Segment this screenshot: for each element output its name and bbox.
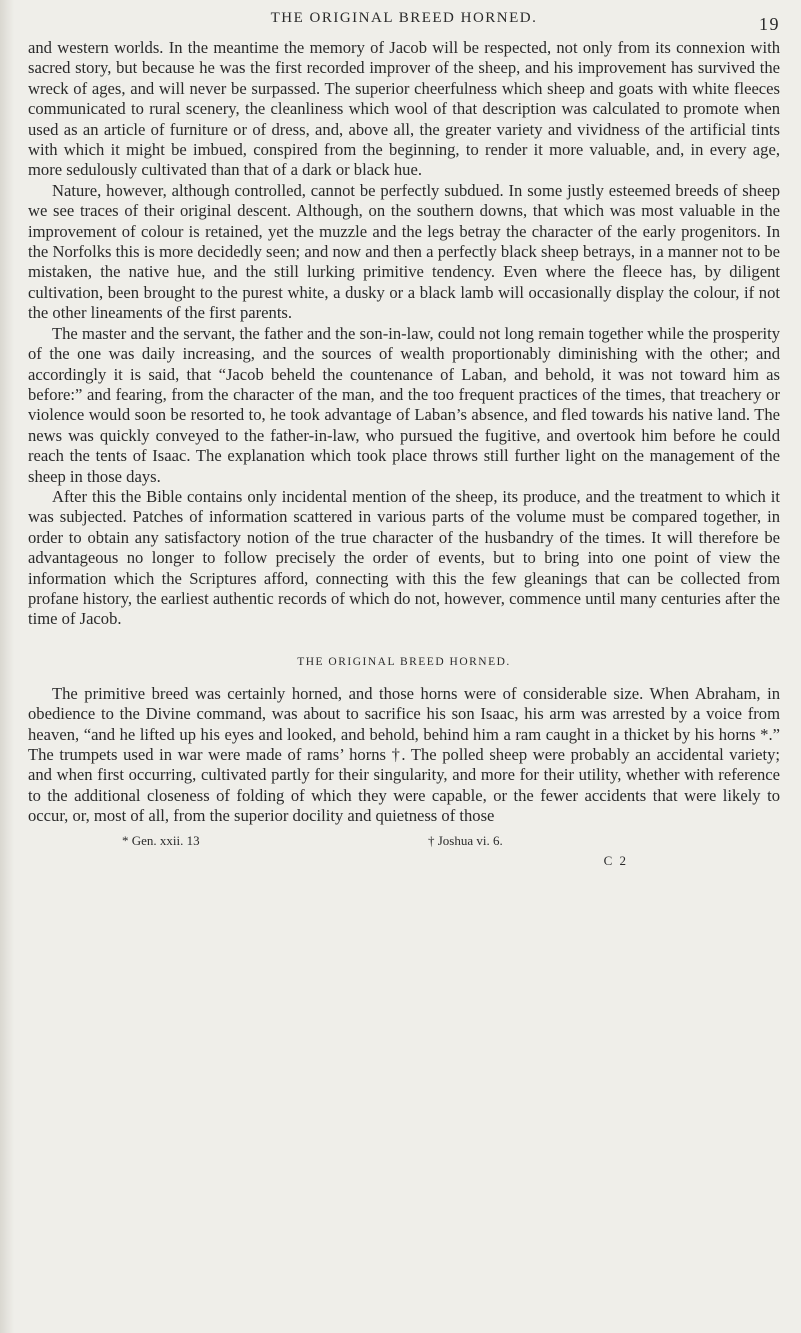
page-number: 19 — [759, 14, 780, 34]
signature-mark: C 2 — [603, 852, 628, 868]
body-paragraph-1: and western worlds. In the meantime the memory of Jacob will be respected, not only from its connexion with sacred story, but because he was the first recorded improver of the sheep, and his improvement has survived the wreck of ages, and will never be surpassed. The superior cheerfulness which sheep and goats with white fleeces communicated to rural scenery, the cleanliness which wool of that description was calculated to promote when used as an article of furniture or of dress, and, above all, the greater variety and vividness of the artificial tints with which it might be imbued, conspired from the beginning, to render it more valuable, and, in every age, more sedulously cultivated than that of a dark or black hue. — [28, 38, 780, 180]
section-paragraph: The primitive breed was certainly horned, and those horns were of considerable size. When Abraham, in obedience to the Divine command, was about to sacrifice his son Isaac, his arm was arrested by a voice from heaven, “and he lifted up his eyes and looked, and behold, behind him a ram caught in a thicket by his horns *.” The trumpets used in war were made of rams’ horns †. The polled sheep were probably an accidental variety; and when first occurring, cultivated partly for their singularity, and more for their utility, whether with reference to the additional closeness of folding of which they were capable, or the fewer accidents that were likely to occur, or, most of all, from the superior docility and quietness of those — [28, 683, 780, 826]
running-title: THE ORIGINAL BREED HORNED. — [270, 10, 538, 26]
footnotes — [28, 831, 780, 853]
body-paragraph-3: The master and the servant, the father and the son-in-law, could not long remain together while the prosperity of the one was daily increasing, and the sources of wealth proportionably diminishing with the other; and accordingly it is said, that “Jacob beheld the countenance of Laban, and behold, it was not toward him as before:” and fearing, from the character of the man, and the too frequent practices of the times, that treachery or violence would soon be resorted to, he took advantage of Laban’s absence, and fled towards his native land. The news was quickly conveyed to the father-in-law, who pursued the fugitive, and overtook him before he could reach the tents of Isaac. The explanation which took place throws still further light on the management of the sheep in those days. — [28, 323, 780, 486]
body-paragraph-4: After this the Bible contains only incidental mention of the sheep, its produce, and the treatment to which it was subjected. Patches of information scattered in various parts of the volume must be compared together, in order to obtain any satisfactory notion of the true character of the husbandry of the times. It will therefore be advantageous no longer to follow precisely the order of events, but to bring into one point of view the information which the Scriptures afford, connecting with this the few gleanings that can be collected from profane history, the earliest authentic records of which do not, however, commence until many centuries after the time of Jacob. — [28, 486, 780, 629]
footnote-2: † Joshua vi. 6. — [428, 832, 503, 848]
section-heading: THE ORIGINAL BREED HORNED. — [297, 655, 511, 668]
book-page — [28, 8, 780, 1326]
running-head — [28, 8, 780, 38]
footnote-1: * Gen. xxii. 13 — [122, 832, 200, 848]
body-paragraph-2: Nature, however, although controlled, cannot be perfectly subdued. In some justly esteemed breeds of sheep we see traces of their original descent. Although, on the southern downs, that which was most valuable in the improvement of colour is retained, yet the muzzle and the legs betray the character of the early progenitors. In the Norfolks this is more decidedly seen; and now and then a perfectly black sheep betrays, in a manner not to be mistaken, the native hue, and the still lurking primitive tendency. Even where the fleece has, by diligent cultivation, been brought to the purest white, a dusky or a black lamb will occasionally display the colour, if not the other lineaments of the first parents. — [28, 180, 780, 323]
page-gutter-shadow — [0, 0, 14, 1333]
